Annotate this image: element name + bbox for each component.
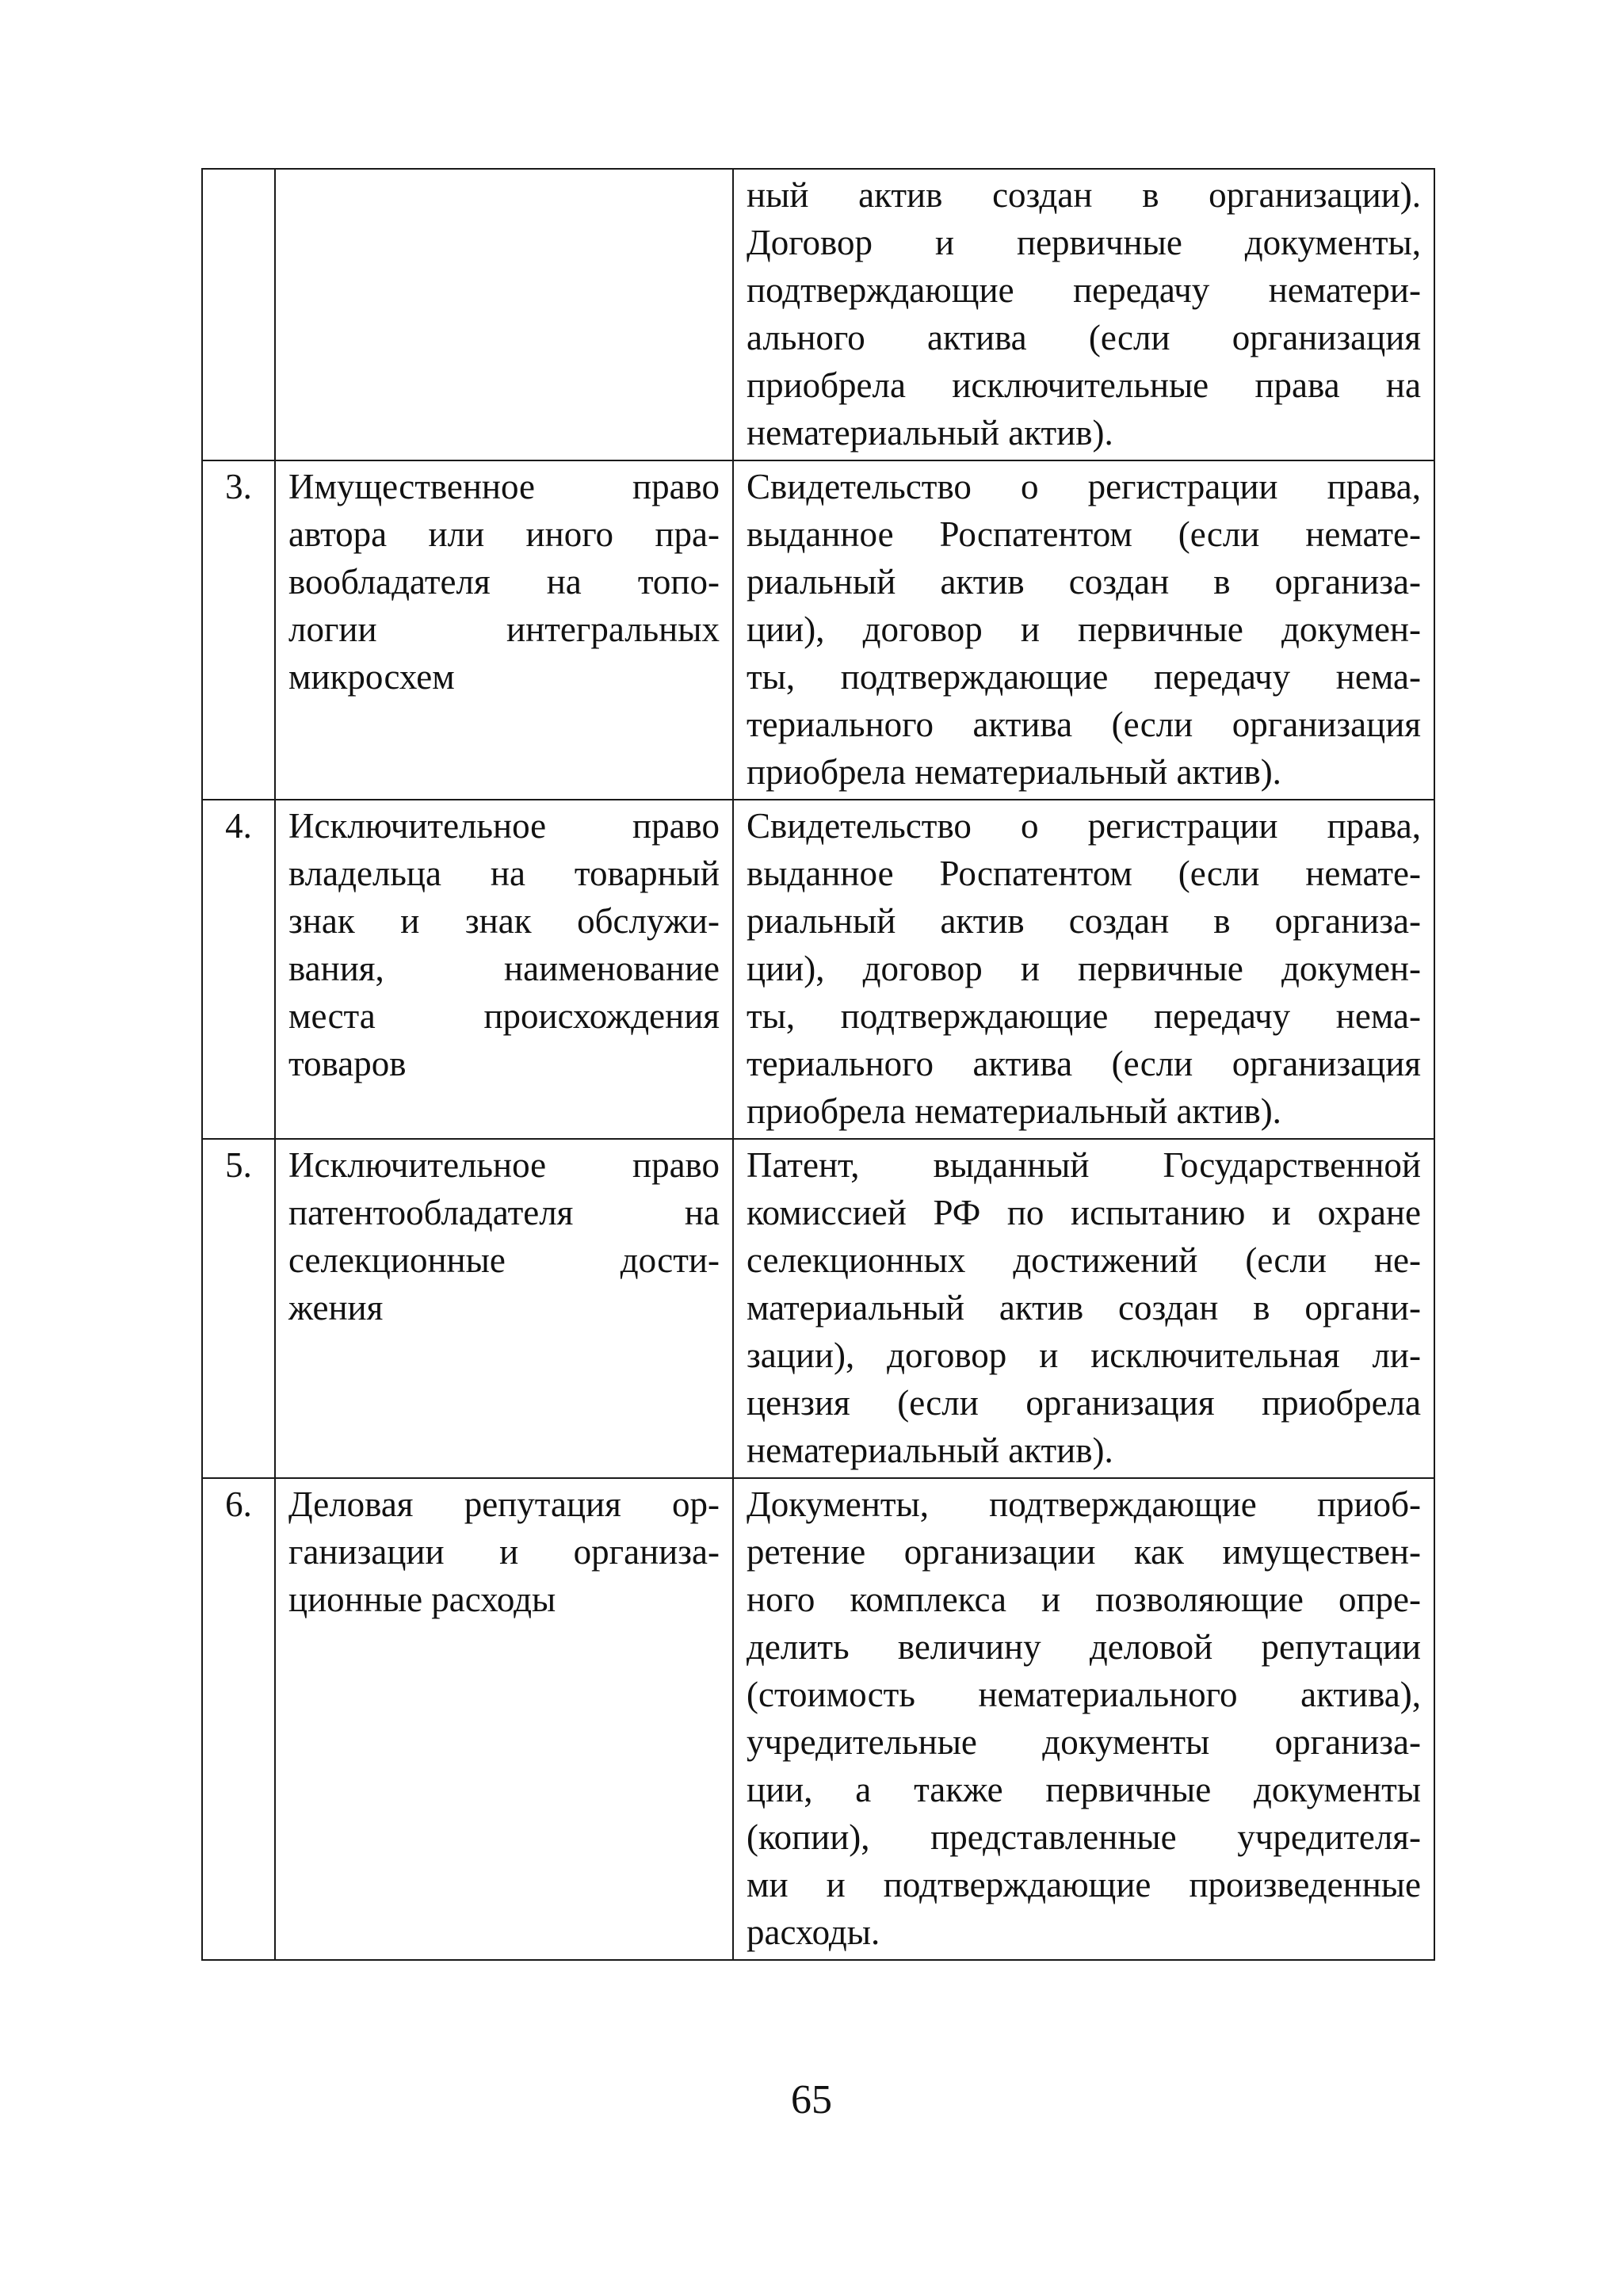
asset-name-line: патентообладателя на [288,1193,720,1232]
documents-line: териального актива (если организация [747,705,1421,744]
asset-name-line: вообладателя на топо- [288,562,720,602]
table-row [202,1478,1434,1960]
intangible-assets-table [201,168,1435,1961]
row-number-cell [202,460,275,800]
asset-name-line: Исключительное право [288,1145,720,1185]
documents-line: риальный актив создан в организа- [747,562,1421,602]
documents-line: зации), договор и исключительная ли- [747,1335,1421,1375]
asset-name-line: жения [288,1288,384,1328]
row-number: 5. [225,1145,252,1185]
asset-name-cell [275,800,733,1139]
documents-line: делить величину деловой репутации [747,1627,1421,1667]
asset-name-line: места происхождения [288,996,720,1036]
row-number: 4. [225,806,252,846]
documents-cell [733,1139,1434,1478]
asset-name-cell [275,460,733,800]
row-number-cell [202,1478,275,1960]
asset-name-line: товаров [288,1044,407,1083]
asset-name-line: микросхем [288,657,455,697]
documents-line: комиссией РФ по испытанию и охране [747,1193,1421,1232]
documents-line: Договор и первичные документы, [747,223,1421,262]
asset-name-line: логии интегральных [288,609,720,649]
documents-line: териального актива (если организация [747,1044,1421,1083]
documents-cell [733,1478,1434,1960]
row-number: 6. [225,1484,252,1524]
table-row [202,460,1434,800]
asset-name-cell [275,169,733,460]
documents-cell [733,460,1434,800]
documents-line: ции), договор и первичные докумен- [747,949,1421,988]
documents-line: ции, а также первичные документы [747,1770,1421,1809]
documents-cell [733,169,1434,460]
asset-name-line: Исключительное право [288,806,720,846]
asset-name-cell [275,1478,733,1960]
table-body [202,169,1434,1960]
documents-line: учредительные документы организа- [747,1722,1421,1762]
documents-line: ального актива (если организация [747,318,1421,357]
asset-name-line: ционные расходы [288,1580,556,1619]
asset-name-line: автора или иного пра- [288,514,720,554]
documents-line: ный актив создан в организации). [747,175,1421,215]
row-number-cell [202,169,275,460]
table-row [202,800,1434,1139]
asset-name-line: селекционные дости- [288,1240,720,1280]
documents-line: нематериальный актив). [747,413,1113,453]
asset-name-cell [275,1139,733,1478]
page-number: 65 [791,2077,832,2122]
documents-line: селекционных достижений (если не- [747,1240,1421,1280]
documents-line: Документы, подтверждающие приоб- [747,1484,1421,1524]
row-number: 3. [225,467,252,506]
documents-line: подтверждающие передачу нематери- [747,270,1421,310]
documents-line: ции), договор и первичные докумен- [747,609,1421,649]
documents-line: (копии), представленные учредителя- [747,1817,1421,1857]
table-row [202,1139,1434,1478]
documents-line: приобрела исключительные права на [747,365,1421,405]
documents-line: риальный актив создан в организа- [747,901,1421,941]
asset-name-line: ганизации и организа- [288,1532,720,1572]
documents-line: ты, подтверждающие передачу нема- [747,657,1421,697]
documents-cell [733,800,1434,1139]
documents-line: приобрела нематериальный актив). [747,1091,1281,1131]
table-row [202,169,1434,460]
documents-line: ми и подтверждающие произведенные [747,1865,1421,1904]
asset-name-line: вания, наименование [288,949,720,988]
asset-name-line: владельца на товарный [288,854,720,893]
documents-line: материальный актив создан в органи- [747,1288,1421,1328]
documents-line: Свидетельство о регистрации права, [747,806,1421,846]
documents-line: цензия (если организация приобрела [747,1383,1421,1423]
asset-name-line: Деловая репутация ор- [288,1484,720,1524]
asset-name-line: знак и знак обслужи- [288,901,720,941]
documents-line: выданное Роспатентом (если немате- [747,514,1421,554]
documents-line: ты, подтверждающие передачу нема- [747,996,1421,1036]
documents-line: (стоимость нематериального актива), [747,1675,1421,1714]
documents-line: Свидетельство о регистрации права, [747,467,1421,506]
documents-line: расходы. [747,1912,880,1952]
row-number-cell [202,800,275,1139]
documents-line: нематериальный актив). [747,1431,1113,1470]
documents-line: приобрела нематериальный актив). [747,752,1281,792]
asset-name-line: Имущественное право [288,467,720,506]
documents-line: выданное Роспатентом (если немате- [747,854,1421,893]
row-number-cell [202,1139,275,1478]
documents-line: ретение организации как имуществен- [747,1532,1421,1572]
documents-line: ного комплекса и позволяющие опре- [747,1580,1421,1619]
documents-line: Патент, выданный Государственной [747,1145,1421,1185]
